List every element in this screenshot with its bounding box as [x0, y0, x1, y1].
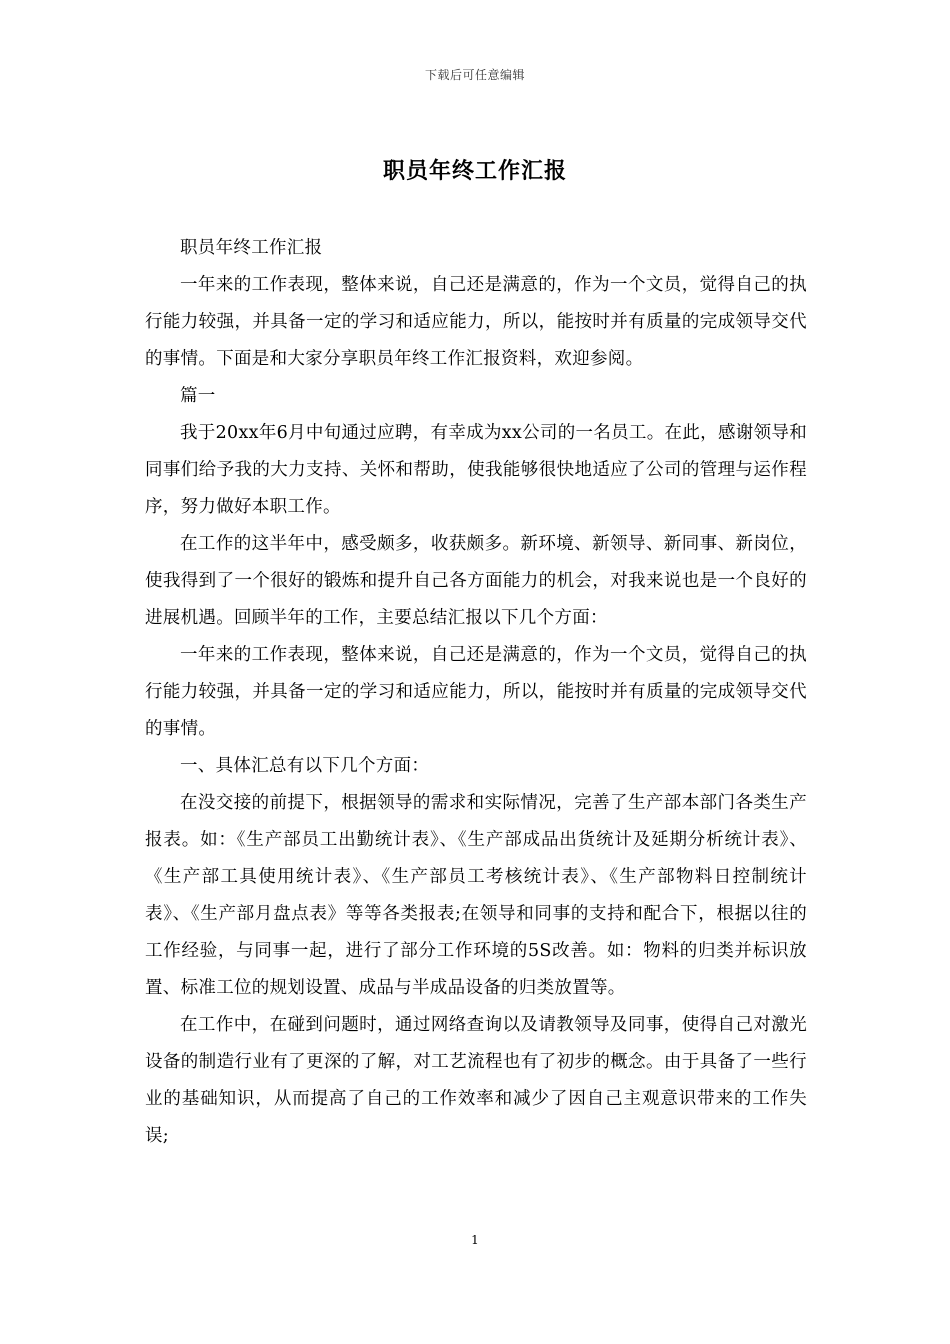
paragraph: 一、具体汇总有以下几个方面：	[180, 756, 430, 776]
paragraph: 一年来的工作表现，整体来说，自己还是满意的，作为一个文员，觉得自己的执行能力较强，并具备一定的学习和适应能力，所以，能按时并有质量的完成领导交代的事情。	[145, 645, 807, 739]
paragraph: 在工作中，在碰到问题时，通过网络查询以及请教领导及同事，使得自己对激光设备的制造行业有了更深的了解，对工艺流程也有了初步的概念。由于具备了一些行业的基础知识，从而提高了自己的工作效率和减少了因自己主观意识带来的工作失误;	[145, 1015, 807, 1146]
paragraph: 一年来的工作表现，整体来说，自己还是满意的，作为一个文员，觉得自己的执行能力较强，并具备一定的学习和适应能力，所以，能按时并有质量的完成领导交代的事情。下面是和大家分享职员年终工作汇报资料，欢迎参阅。	[145, 275, 807, 369]
paragraph: 职员年终工作汇报	[180, 238, 323, 258]
paragraph: 在没交接的前提下，根据领导的需求和实际情况，完善了生产部本部门各类生产报表。如：《生产部员工出勤统计表》、《生产部成品出货统计及延期分析统计表》、《生产部工具使用统计表》、《生产部员工考核统计表》、《生产部物料日控制统计表》、《生产部月盘点表》等等各类报表;在领导和同事的支持和配合下，根据以往的工作经验，与同事一起，进行了部分工作环境的5S改善。如：物料的归类并标识放置、标准工位的规划设置、成品与半成品设备的归类放置等。	[145, 793, 807, 998]
header-note: 下载后可任意编辑	[424, 68, 525, 82]
document-title: 职员年终工作汇报	[382, 158, 567, 184]
paragraph: 我于20xx年6月中旬通过应聘，有幸成为xx公司的一名员工。在此，感谢领导和同事们给予我的大力支持、关怀和帮助，使我能够很快地适应了公司的管理与运作程序，努力做好本职工作。	[145, 423, 807, 517]
page-number: 1	[471, 1233, 479, 1247]
document-body	[145, 230, 807, 1155]
paragraph: 在工作的这半年中，感受颇多，收获颇多。新环境、新领导、新同事、新岗位，使我得到了一个很好的锻炼和提升自己各方面能力的机会，对我来说也是一个良好的进展机遇。回顾半年的工作，主要总结汇报以下几个方面：	[145, 534, 807, 628]
paragraph: 篇一	[180, 386, 216, 406]
